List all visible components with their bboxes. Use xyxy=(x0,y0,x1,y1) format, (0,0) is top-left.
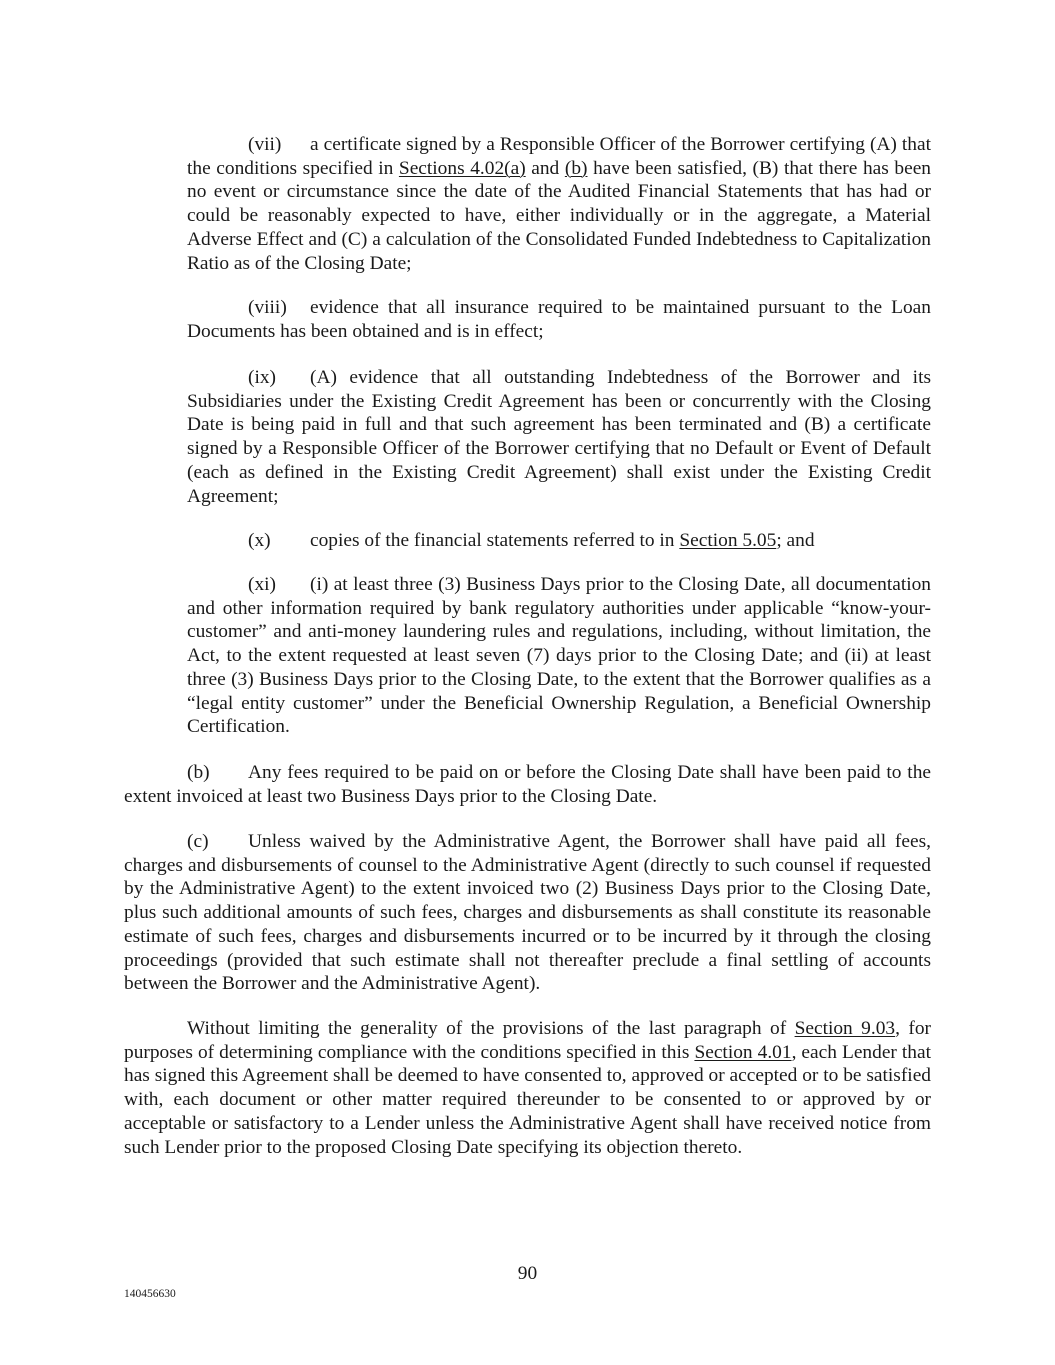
clause-label: (vii) xyxy=(248,134,282,155)
page-number: 90 xyxy=(517,1263,538,1284)
section-reference-link[interactable]: Section 5.05 xyxy=(679,530,777,551)
section-label: (c) xyxy=(187,831,209,852)
clause-x: (x) copies of the financial statements referred to in Section 5.05; and xyxy=(248,530,815,551)
clause-label: (viii) xyxy=(248,297,287,318)
section-reference-link[interactable]: Section 4.01 xyxy=(694,1041,792,1063)
clause-label: (x) xyxy=(248,530,271,551)
clause-label: (ix) xyxy=(248,367,276,388)
section-reference-link[interactable]: Sections 4.02(a) xyxy=(398,157,526,179)
closing-paragraph: Without limiting the generality of the provisions of the last paragraph of Section 9.03, for purposes of determining compliance with the conditions specified in this Section 4.01, each Lender that has signed this Agreement shall be deemed to have consented to, approved or accepted or to be satisfied with, each document or other matter required thereunder to be consented to or approved by or acceptable or satisfactory to a Lender unless the Administrative Agent shall have received notice from such Lender prior to the proposed Closing Date specifying its objection thereto. xyxy=(124,1018,931,1158)
clause-xi: (xi) (i) at least three (3) Business Days prior to the Closing Date, all documentation and other information required by bank regulatory authorities under applicable “know-your-customer” and anti-money laundering rules and regulations, including, without limitation, the Act, to the extent requested at least seven (7) days prior to the Closing Date; and (ii) at least three (3) Business Days prior to the Closing Date, to the extent that the Borrower qualifies as a “legal entity customer” under the Beneficial Ownership Regulation, a Beneficial Ownership Certification. xyxy=(187,574,931,738)
section-reference-link[interactable]: Section 9.03 xyxy=(794,1018,896,1039)
section-b: (b) Any fees required to be paid on or before the Closing Date shall have been paid to the extent invoiced at least two Business Days prior to the Closing Date. xyxy=(124,762,931,807)
clause-ix: (ix) (A) evidence that all outstanding Indebtedness of the Borrower and its Subsidiaries under the Existing Credit Agreement has been or concurrently with the Closing Date is being paid in full and that such agreement has been terminated and (B) a certificate signed by a Responsible Officer of the Borrower certifying that no Default or Event of Default (each as defined in the Existing Credit Agreement) shall exist under the Existing Credit Agreement; xyxy=(187,367,931,507)
clause-vii: (vii) a certificate signed by a Responsible Officer of the Borrower certifying (A) that the conditions specified in Sections 4.02(a) and (b) have been satisfied, (B) that there has been no event or circumstance since the date of the Audited Financial Statements that has had or could be reasonably expected to have, either individually or in the aggregate, a Material Adverse Effect and (C) a calculation of the Consolidated Funded Indebtedness to Capitalization Ratio as of the Closing Date; xyxy=(187,134,931,274)
section-c: (c) Unless waived by the Administrative Agent, the Borrower shall have paid all fees, charges and disbursements of counsel to the Administrative Agent (directly to such counsel if requested by the Administrative Agent) to the extent invoiced two (2) Business Days prior to the Closing Date, plus such additional amounts of such fees, charges and disbursements as shall constitute its reasonable estimate of such fees, charges and disbursements incurred or to be incurred by it through the closing proceedings (provided that such estimate shall not thereafter preclude a final settling of accounts between the Borrower and the Administrative Agent). xyxy=(124,831,931,995)
clause-label: (xi) xyxy=(248,574,276,595)
document-id: 140456630 xyxy=(124,1288,176,1300)
clause-viii: (viii) evidence that all insurance required to be maintained pursuant to the Loan Documents has been obtained and is in effect; xyxy=(187,297,931,342)
section-label: (b) xyxy=(187,762,210,783)
section-reference-link[interactable]: (b) xyxy=(564,157,588,179)
